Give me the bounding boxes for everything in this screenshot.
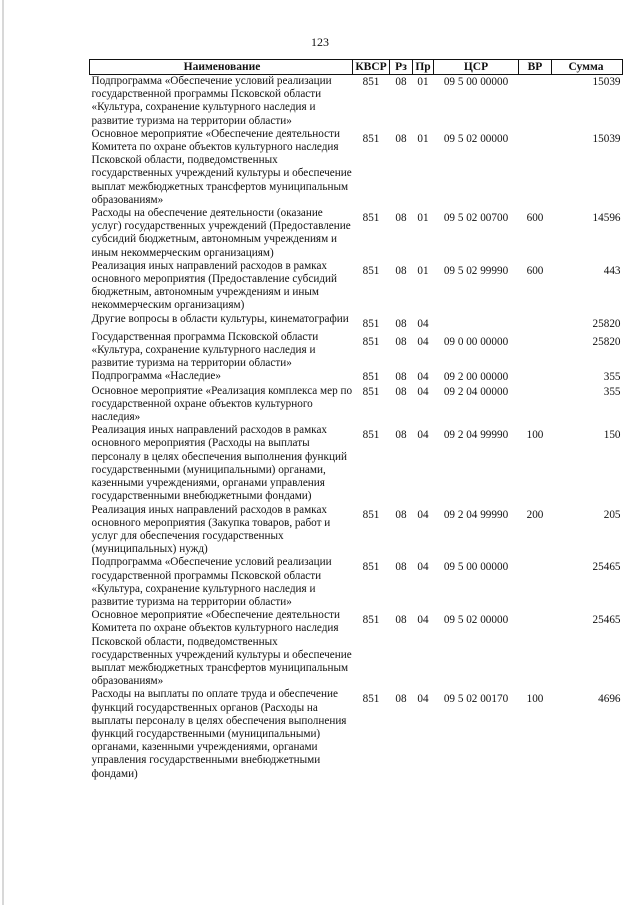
row-name: Другие вопросы в области культуры, кинематографии — [91, 312, 349, 325]
row-vr — [519, 609, 552, 688]
row-kvsr: 851 — [362, 335, 380, 348]
row-name: Подпрограмма «Обеспечение условий реализации государственной программы Псковской области «Культура, сохранение культурного наследия и развитие туризма на территории области» — [91, 556, 332, 608]
row-name: Подпрограмма «Наследие» — [91, 370, 221, 383]
table-row — [90, 609, 623, 688]
row-rz: 08 — [395, 76, 407, 88]
row-pr: 04 — [417, 561, 429, 574]
header-rz: Рз — [390, 60, 413, 75]
row-name: Реализация иных направлений расходов в рамках основного мероприятия (Расходы на выплаты персоналу в целях обеспечения выполнения функций государственными (муниципальными) органами, казенными учреждениями, органами управления государственными внебюджетными фондами) — [91, 424, 347, 503]
row-kvsr: 851 — [362, 264, 380, 277]
row-csr: 09 5 02 00000 — [443, 132, 509, 145]
table-row — [90, 207, 623, 260]
row-rz: 08 — [395, 561, 407, 574]
row-pr: 04 — [417, 429, 429, 442]
row-vr: 100 — [526, 429, 544, 442]
row-name: Государственная программа Псковской области «Культура, сохранение культурного наследия и развитие туризма на территории области» — [91, 330, 319, 370]
row-sum: 14596 — [592, 212, 621, 225]
header-sum: Сумма — [552, 60, 623, 75]
header-kvsr: КВСР — [353, 60, 390, 75]
row-sum: 150 — [603, 429, 621, 442]
table-row — [90, 331, 623, 371]
table-row — [90, 128, 623, 207]
row-vr — [519, 75, 552, 128]
row-sum: 15039 — [592, 132, 621, 145]
row-kvsr: 851 — [362, 429, 380, 442]
table-row — [90, 370, 623, 384]
row-csr: 09 5 02 00000 — [443, 614, 509, 627]
row-name: Основное мероприятие «Реализация комплекса мер по государственной охране объектов культурного наследия» — [91, 384, 353, 424]
row-csr: 09 5 02 00700 — [443, 212, 509, 225]
budget-table — [89, 59, 623, 781]
row-pr: 04 — [417, 385, 429, 398]
row-rz: 08 — [395, 371, 407, 384]
row-kvsr: 851 — [362, 614, 380, 627]
row-csr: 09 2 04 99990 — [443, 429, 509, 442]
table-header-row — [90, 60, 623, 75]
row-vr — [519, 385, 552, 425]
row-vr — [519, 128, 552, 207]
table-row — [90, 504, 623, 557]
scan-edge-left — [2, 0, 4, 905]
row-kvsr: 851 — [362, 693, 380, 706]
row-pr: 01 — [417, 212, 429, 225]
row-rz: 08 — [395, 385, 407, 398]
row-csr: 09 2 04 00000 — [443, 385, 509, 398]
row-sum: 15039 — [592, 76, 621, 88]
row-pr: 04 — [417, 317, 429, 330]
row-pr: 04 — [417, 693, 429, 706]
row-pr: 04 — [417, 614, 429, 627]
row-vr: 200 — [526, 508, 544, 521]
row-sum: 25465 — [592, 561, 621, 574]
row-rz: 08 — [395, 317, 407, 330]
row-kvsr: 851 — [362, 317, 380, 330]
row-name: Реализация иных направлений расходов в рамках основного мероприятия (Предоставление субсидий бюджетным, автономным учреждениям и иным некоммерческим организациям) — [91, 259, 337, 312]
row-pr: 01 — [417, 264, 429, 277]
row-csr: 09 0 00 00000 — [443, 335, 509, 348]
row-name: Основное мероприятие «Обеспечение деятельности Комитета по охране объектов культурного наследия Псковской области, подведомственных государственных учреждений культуры и обеспечение выплат межбюджетных трансфертов муниципальным образованиям» — [91, 127, 352, 206]
table-row — [90, 75, 623, 128]
row-kvsr: 851 — [362, 385, 380, 398]
row-rz: 08 — [395, 132, 407, 145]
row-csr — [434, 313, 519, 331]
row-kvsr: 851 — [362, 561, 380, 574]
row-name: Подпрограмма «Обеспечение условий реализации государственной программы Псковской области «Культура, сохранение культурного наследия и развитие туризма на территории области» — [91, 75, 332, 127]
row-name: Основное мероприятие «Обеспечение деятельности Комитета по охране объектов культурного наследия Псковской области, подведомственных государственных учреждений культуры и обеспечение выплат межбюджетных трансфертов муниципальным образованиям» — [91, 609, 352, 688]
row-sum: 25820 — [592, 317, 621, 330]
header-name: Наименование — [90, 60, 353, 75]
row-pr: 04 — [417, 335, 429, 348]
page-number: 123 — [311, 35, 329, 49]
row-kvsr: 851 — [362, 371, 380, 384]
row-pr: 01 — [417, 76, 429, 88]
row-rz: 08 — [395, 429, 407, 442]
row-rz: 08 — [395, 693, 407, 706]
row-rz: 08 — [395, 614, 407, 627]
row-vr: 600 — [526, 212, 544, 225]
header-vr: ВР — [519, 60, 552, 75]
row-kvsr: 851 — [362, 132, 380, 145]
row-csr: 09 5 02 99990 — [443, 264, 509, 277]
row-name: Расходы на обеспечение деятельности (оказание услуг) государственных учреждений (Предоставление субсидий бюджетным, автономным учреждениям и иным некоммерческим организациям) — [91, 207, 351, 259]
row-kvsr: 851 — [362, 508, 380, 521]
row-csr: 09 5 00 00000 — [443, 76, 509, 88]
row-sum: 205 — [603, 508, 621, 521]
row-sum: 4696 — [598, 693, 621, 706]
row-vr: 600 — [526, 264, 544, 277]
table-row — [90, 313, 623, 331]
row-name: Реализация иных направлений расходов в рамках основного мероприятия (Закупка товаров, работ и услуг для обеспечения государственных (муниципальных) нужд) — [91, 503, 331, 556]
row-rz: 08 — [395, 508, 407, 521]
row-kvsr: 851 — [362, 76, 380, 88]
row-pr: 01 — [417, 132, 429, 145]
row-csr: 09 5 00 00000 — [443, 561, 509, 574]
table-row — [90, 260, 623, 313]
row-vr: 100 — [526, 693, 544, 706]
header-pr: Пр — [413, 60, 434, 75]
row-pr: 04 — [417, 508, 429, 521]
row-sum: 355 — [603, 371, 621, 384]
row-csr: 09 2 04 99990 — [443, 508, 509, 521]
row-kvsr: 851 — [362, 212, 380, 225]
table-row — [90, 385, 623, 425]
row-rz: 08 — [395, 264, 407, 277]
row-name: Расходы на выплаты по оплате труда и обеспечение функций государственных органов (Расходы на выплаты персоналу в целях обеспечения выполнения функций государственными (муниципальными) органами, казенными учреждениями, органами управления государственными внебюджетными фондами) — [91, 688, 347, 780]
row-sum: 443 — [603, 264, 621, 277]
row-pr: 04 — [417, 371, 429, 384]
row-sum: 25820 — [592, 335, 621, 348]
row-vr — [519, 556, 552, 609]
row-csr: 09 5 02 00170 — [443, 693, 509, 706]
row-vr — [519, 313, 552, 331]
row-sum: 25465 — [592, 614, 621, 627]
row-rz: 08 — [395, 212, 407, 225]
table-row — [90, 556, 623, 609]
row-vr — [519, 370, 552, 384]
row-sum: 355 — [603, 385, 621, 398]
row-rz: 08 — [395, 335, 407, 348]
row-csr: 09 2 00 00000 — [443, 371, 509, 384]
table-row — [90, 424, 623, 503]
header-csr: ЦСР — [434, 60, 519, 75]
row-vr — [519, 331, 552, 371]
table-row — [90, 688, 623, 780]
